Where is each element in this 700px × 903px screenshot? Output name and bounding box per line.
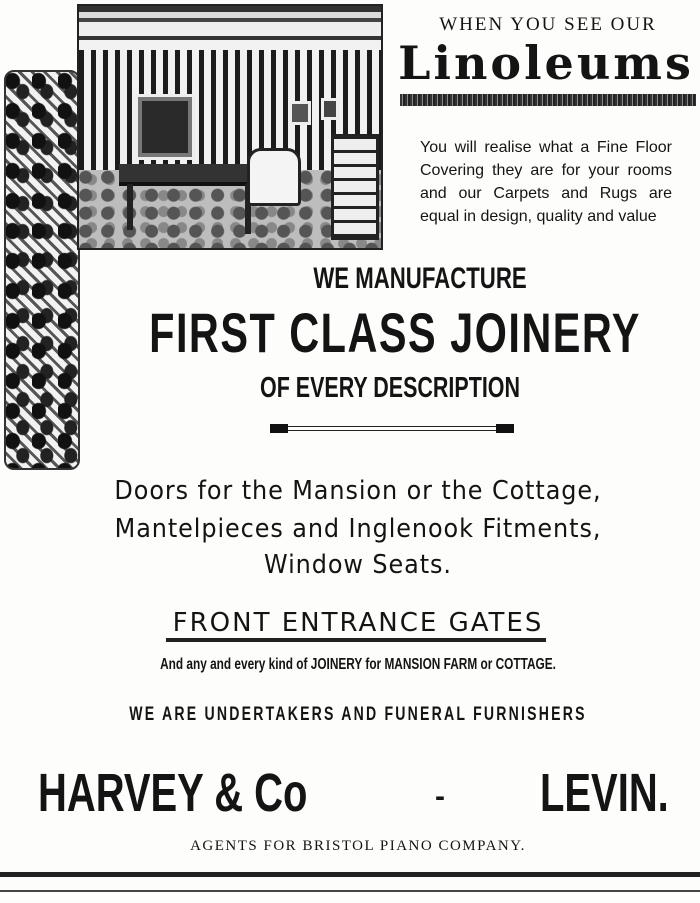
decorative-carpet-border <box>4 70 80 470</box>
bottom-rule <box>0 872 700 877</box>
linoleums-underline <box>400 94 696 106</box>
name-separator: - <box>435 780 445 813</box>
room-interior-illustration <box>77 4 383 250</box>
products-line-mantelpieces: Mantelpieces and Inglenook Fitments, <box>114 514 602 544</box>
products-line-doors: Doors for the Mansion or the Cottage, <box>114 476 602 506</box>
illustration-picture-frame <box>321 98 339 120</box>
company-name: HARVEY & Co <box>38 763 308 823</box>
every-description-heading: OF EVERY DESCRIPTION <box>260 372 520 404</box>
agents-line: AGENTS FOR BRISTOL PIANO COMPANY. <box>190 838 526 854</box>
when-you-see-heading: WHEN YOU SEE OUR <box>439 14 657 35</box>
front-entrance-gates-heading: FRONT ENTRANCE GATES <box>172 608 544 638</box>
linoleums-description: You will realise what a Fine Floor Covering they are for your rooms and our Carpets and Rugs are equal in design, quality and value <box>420 139 672 225</box>
bottom-rule-thin <box>0 890 700 892</box>
illustration-table-leg <box>127 184 133 230</box>
linoleums-title: Linoleums <box>398 36 694 90</box>
products-line-window-seats: Window Seats. <box>264 550 452 580</box>
illustration-cornice <box>79 6 381 50</box>
illustration-table <box>119 164 259 186</box>
we-manufacture-heading: WE MANUFACTURE <box>313 262 527 295</box>
illustration-glazed-door <box>331 134 379 240</box>
gates-underline <box>166 638 546 642</box>
town-name: LEVIN. <box>540 763 669 823</box>
any-every-kind-line: And any and every kind of JOINERY for MANSION FARM or COTTAGE. <box>160 656 556 673</box>
illustration-armchair <box>247 148 301 206</box>
illustration-cabinet <box>135 94 195 160</box>
first-class-joinery-heading: FIRST CLASS JOINERY <box>149 301 641 364</box>
undertakers-line: WE ARE UNDERTAKERS AND FUNERAL FURNISHERS <box>129 704 587 725</box>
ornamental-rule <box>270 424 514 433</box>
illustration-picture-frame <box>289 101 311 125</box>
